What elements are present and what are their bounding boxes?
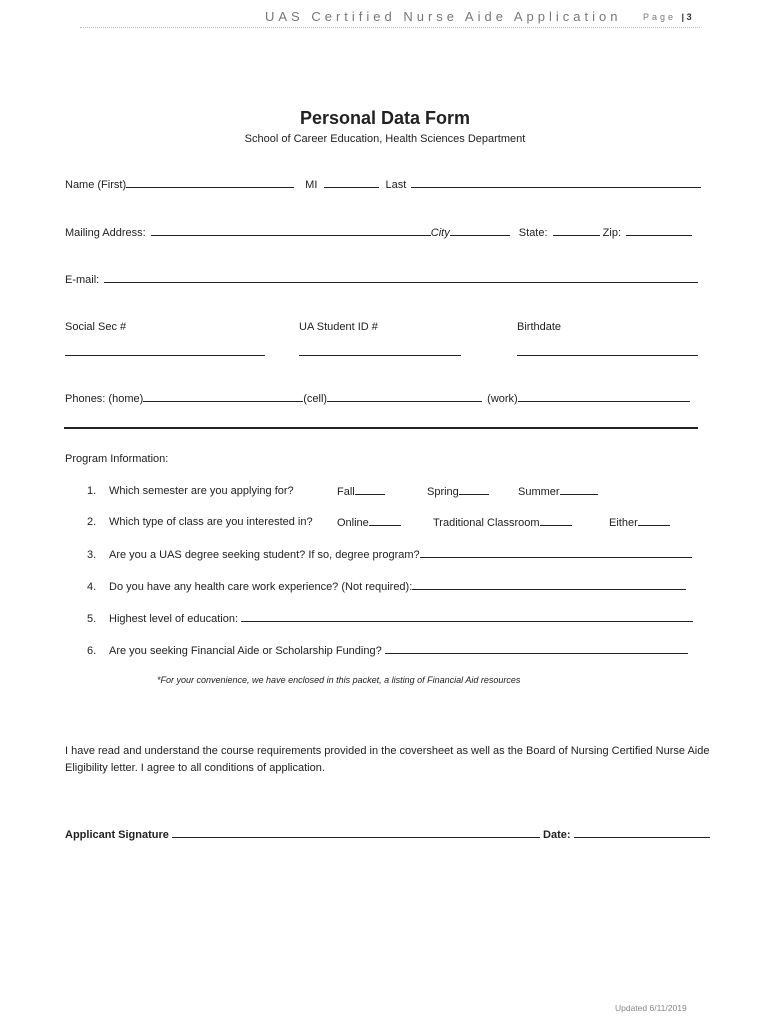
work-phone-field[interactable] <box>518 392 690 402</box>
form-title: Personal Data Form <box>299 108 471 128</box>
state-field[interactable] <box>553 226 600 236</box>
question-3-number: 3. <box>87 549 97 561</box>
agreement-text: I have read and understand the course requirements provided in the coversheet as well as the Board of Nursing Certified Nurse Aide Eligibility letter. I agree to all conditions of application. <box>65 745 710 774</box>
either-field[interactable] <box>638 516 670 526</box>
cell-phone-label: (cell) <box>303 393 328 405</box>
signature-row <box>65 828 710 841</box>
mi-label: MI <box>305 179 318 191</box>
spring-label: Spring <box>427 486 459 498</box>
experience-field[interactable] <box>412 580 686 590</box>
question-2-text: Which type of class are you interested in? <box>109 516 313 528</box>
mailing-field[interactable] <box>151 226 431 236</box>
question-3-text: Are you a UAS degree seeking student? If so, degree program? <box>109 549 420 561</box>
header-divider <box>80 27 700 28</box>
program-heading: Program Information: <box>65 453 169 465</box>
zip-label: Zip: <box>602 227 622 239</box>
email-field[interactable] <box>104 273 698 283</box>
first-name-label: Name (First) <box>65 179 127 191</box>
phones-row <box>65 392 690 405</box>
classroom-field[interactable] <box>540 516 572 526</box>
email-label: E-mail: <box>65 274 100 286</box>
mailing-label: Mailing Address: <box>65 227 146 239</box>
last-name-label: Last <box>385 179 407 191</box>
form-subtitle: School of Career Education, Health Sciences Department <box>244 133 526 145</box>
question-1-text: Which semester are you applying for? <box>109 485 294 497</box>
online-label: Online <box>337 517 369 529</box>
home-phone-field[interactable] <box>143 392 303 402</box>
question-6-text: Are you seeking Financial Aide or Scholarship Funding? <box>109 645 382 657</box>
email-row <box>65 273 698 286</box>
home-phone-label: Phones: (home) <box>65 393 144 405</box>
first-name-field[interactable] <box>126 178 294 188</box>
education-field[interactable] <box>241 612 693 622</box>
question-5 <box>87 612 693 625</box>
fall-label: Fall <box>337 486 355 498</box>
question-2 <box>87 516 313 528</box>
question-4-text: Do you have any health care work experience? (Not required): <box>109 581 413 593</box>
student-id-label: UA Student ID # <box>299 321 378 333</box>
fall-option <box>337 485 385 498</box>
page-number: | 3 <box>681 12 692 22</box>
birthdate-label: Birthdate <box>517 321 562 333</box>
question-4-number: 4. <box>87 581 97 593</box>
financial-aid-note: *For your convenience, we have enclosed in this packet, a listing of Financial Aid resources <box>157 675 521 685</box>
city-label: City <box>430 227 450 239</box>
question-1 <box>87 485 294 497</box>
summer-option <box>518 485 598 498</box>
page-label: Page <box>643 12 677 22</box>
spring-field[interactable] <box>459 485 489 495</box>
name-row <box>65 178 701 191</box>
date-field[interactable] <box>574 828 710 838</box>
summer-field[interactable] <box>560 485 598 495</box>
ssn-label: Social Sec # <box>65 321 127 333</box>
question-6 <box>87 644 688 657</box>
classroom-option <box>433 516 572 529</box>
ssn-field[interactable] <box>65 355 265 356</box>
work-phone-label: (work) <box>487 393 518 405</box>
updated-footer: Updated 6/11/2019 <box>615 1003 687 1013</box>
online-field[interactable] <box>369 516 401 526</box>
classroom-label: Traditional Classroom <box>433 517 540 529</box>
question-4 <box>87 580 686 593</box>
last-name-field[interactable] <box>411 178 701 188</box>
question-1-number: 1. <box>87 485 97 497</box>
question-3 <box>87 548 692 561</box>
birthdate-field[interactable] <box>517 355 698 356</box>
question-5-text: Highest level of education: <box>109 613 239 625</box>
question-6-number: 6. <box>87 645 97 657</box>
question-2-number: 2. <box>87 516 97 528</box>
degree-program-field[interactable] <box>420 548 692 558</box>
signature-label: Applicant Signature <box>65 829 169 841</box>
funding-field[interactable] <box>385 644 688 654</box>
mailing-row <box>65 226 692 239</box>
fall-field[interactable] <box>355 485 385 495</box>
date-label: Date: <box>543 829 571 841</box>
student-id-field[interactable] <box>299 355 461 356</box>
zip-field[interactable] <box>626 226 692 236</box>
signature-field[interactable] <box>172 828 540 838</box>
mi-field[interactable] <box>324 178 379 188</box>
either-option <box>609 516 670 529</box>
section-divider <box>64 427 698 429</box>
city-field[interactable] <box>450 226 510 236</box>
spring-option <box>427 485 489 498</box>
online-option <box>337 516 401 529</box>
cell-phone-field[interactable] <box>327 392 482 402</box>
summer-label: Summer <box>518 486 560 498</box>
either-label: Either <box>609 517 638 529</box>
header-title: UAS Certified Nurse Aide Application <box>265 9 622 24</box>
state-label: State: <box>518 227 548 239</box>
question-5-number: 5. <box>87 613 97 625</box>
page-indicator <box>643 12 692 22</box>
